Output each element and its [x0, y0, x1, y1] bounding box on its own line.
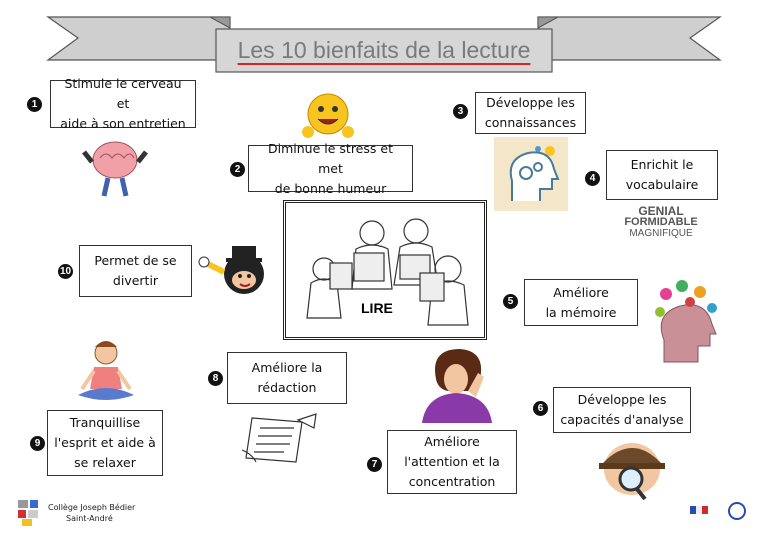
benefit-text: Enrichit le vocabulaire: [625, 157, 699, 192]
benefit-box-9: [47, 410, 163, 476]
word-cloud: [606, 206, 716, 254]
academy-logo: [690, 500, 750, 526]
word-cloud-word: GENIAL: [638, 204, 684, 218]
benefit-text: Développe les capacités d'analyse: [560, 392, 684, 427]
thinking-woman-icon: [412, 345, 494, 423]
benefit-text: Développe les connaissances: [484, 95, 577, 130]
benefit-text: Stimule le cerveau et aide à son entretien: [60, 76, 186, 131]
item-number: 2: [230, 162, 245, 177]
meditation-icon: [68, 333, 144, 407]
item-number: 5: [503, 294, 518, 309]
word-cloud-word: FORMIDABLE: [624, 216, 698, 228]
center-label: LIRE: [361, 300, 393, 316]
school-name-line2: Saint-André: [66, 514, 113, 523]
memory-head-icon: [650, 278, 722, 366]
item-number: 10: [59, 266, 72, 277]
cartoon-character-icon: [198, 232, 276, 304]
school-name: [48, 502, 135, 524]
smiley-icon: [300, 88, 356, 144]
benefit-box-7: [387, 430, 517, 494]
benefit-box-8: [227, 352, 347, 404]
page-title: Les 10 bienfaits de la lecture: [237, 37, 531, 63]
benefit-box-6: [553, 387, 691, 433]
detective-icon: [597, 433, 667, 501]
children-reading-icon: [286, 203, 484, 337]
brain-muscle-icon: [80, 130, 150, 200]
item-number: 1: [27, 97, 42, 112]
benefit-text: Permet de se divertir: [94, 253, 177, 288]
benefit-text: Améliore la rédaction: [251, 360, 323, 395]
item-number: 8: [208, 371, 223, 386]
benefit-box-3: [475, 92, 586, 134]
benefit-text: Améliore la mémoire: [545, 284, 617, 320]
item-number: 7: [367, 457, 382, 472]
benefit-text: Améliore l'attention et la concentration: [404, 434, 500, 489]
word-cloud-word: MAGNIFIQUE: [629, 228, 693, 239]
benefit-text: Tranquillise l'esprit et aide à se relaxer: [54, 415, 156, 470]
benefit-box-2: [248, 140, 413, 196]
item-number: 6: [533, 401, 548, 416]
benefit-box-10: [79, 245, 192, 297]
school-name-line1: Collège Joseph Bédier: [48, 503, 136, 512]
reading-children-illustration: [283, 200, 487, 340]
school-logo: [18, 500, 44, 526]
writing-hands-icon: [238, 410, 320, 466]
benefit-box-4: [606, 150, 718, 200]
item-number: 9: [30, 436, 45, 451]
benefit-box-5: [524, 279, 638, 326]
benefit-text: Diminue le stress et met de bonne humeur: [268, 140, 393, 196]
head-ideas-icon: [494, 137, 568, 211]
item-number: 3: [453, 104, 468, 119]
benefit-box-1: [50, 76, 196, 131]
item-number: 4: [585, 171, 600, 186]
